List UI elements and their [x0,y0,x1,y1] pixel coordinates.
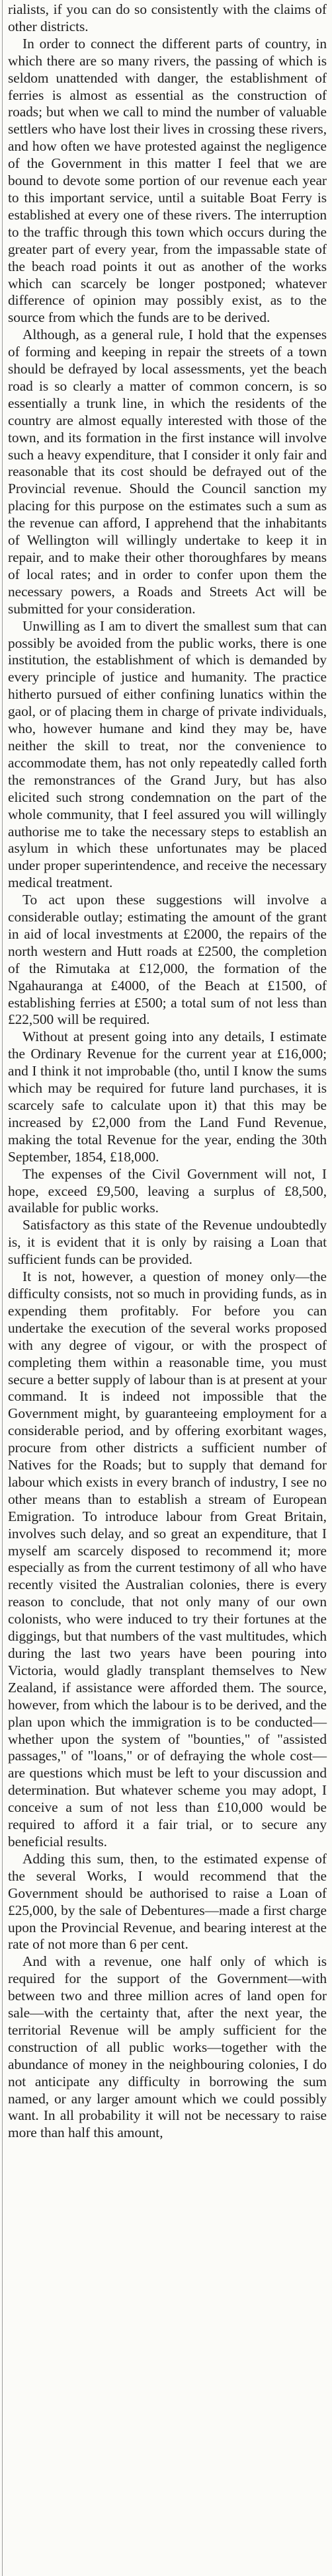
paragraph-civil-government: The expenses of the Civil Government will not, I hope, exceed £9,500, leaving a surplus of £8,500, available for public works. [8,1165,327,1216]
paragraph-labour: It is not, however, a question of money only—the difficulty consists, not so much in providing funds, as in expending them profitably. For before you can undertake the execution of the several works proposed with any degree of vigour, or with the prospect of completing them within a reasonable time, you must secure a better supply of labour than is at present at your command. It is indeed not impossible that the Government might, by guaranteeing employment for a considerable period, and by offering exorbitant wages, procure from other districts a sufficient number of Natives for the Roads; but to supply that demand for labour which exists in every branch of industry, I see no other means than to establish a stream of European Emigration. To introduce labour from Great Britain, involves such delay, and so great an expenditure, that I myself am scarcely disposed to recommend it; more especially as from the current testimony of all who have recently visited the Australian colonies, there is every reason to conclude, that not only many of our own colonists, who were induced to try their fortunes at the diggings, but that numbers of the vast multitudes, which during the last two years have been pouring into Victoria, would gladly transplant themselves to New Zealand, if assistance were afforded them. The source, however, from which the labour is to be derived, and the plan upon which the immigration is to be conducted—whether upon the system of "bounties," of "assisted passages," of "loans," or of defraying the whole cost—are questions which must be left to your discussion and determination. But whatever scheme you may adopt, I conceive a sum of not less than £10,000 would be required to afford it a fair trial, or to secure any beneficial results. [8,1268,327,1850]
paragraph-land-fund: And with a revenue, one half only of which is required for the support of the Government—with between two and three million acres of land open for sale—with the certainty that, after the next year, the territorial Revenue will be amply sufficient for the construction of all public works—together with the abundance of money in the neighbouring colonies, I do not anticipate any difficulty in borrowing the sum named, or any larger amount which we could possibly want. In all probability it will not be necessary to raise more than half this amount, [8,1953,327,2141]
paragraph-local-rates: Although, as a general rule, I hold that the expenses of forming and keeping in repair the streets of a town should be defrayed by local assessments, yet the beach road is so clearly a matter of common concern, is so essentially a trunk line, in which the residents of the country are almost equally interested with those of the town, and its formation in the first instance will involve such a heavy expenditure, that I consider it only fair and reasonable that its cost should be defrayed out of the Provincial revenue. Should the Council sanction my placing for this purpose on the estimates such a sum as the revenue can afford, I apprehend that the inhabitants of Wellington will willingly undertake to keep it in repair, and to make their other thoroughfares by means of local rates; and in order to confer upon them the necessary powers, a Roads and Streets Act will be submitted for your consideration. [8,327,327,617]
paragraph-loan: Satisfactory as this state of the Revenue undoubtedly is, it is evident that it is only by raising a Loan that sufficient funds can be provided. [8,1217,327,1268]
column-rule [2,0,3,2576]
text-column [8,1,327,2142]
paragraph-continuation: rialists, if you can do so consistently with the claims of other districts. [8,1,327,34]
paragraph-estimates: To act upon these suggestions will involve a considerable outlay; estimating the amount of the grant in aid of local investments at £2000, the repairs of the north western and Hutt roads at £2500, the completion of the Rimutaka at £12,000, the formation of the Ngahauranga at £4000, of the Beach at £1500, of establishing ferries at £500; a total sum of not less than £22,500 will be required. [8,892,327,1028]
paragraph-revenue: Without at present going into any details, I estimate the Ordinary Revenue for the current year at £16,000; and I think it not improbable (tho, until I know the sums which may be required for future land purchases, it is scarcely safe to calculate upon it) that this may be increased by £2,000 from the Land Fund Revenue, making the total Revenue for the year, ending the 30th September, 1854, £18,000. [8,1029,327,1165]
paragraph-ferries: In order to connect the different parts of country, in which there are so many rivers, the passing of which is seldom unattended with danger, the establishment of ferries is almost as essential as the construction of roads; but when we call to mind the number of valuable settlers who have lost their lives in crossing these rivers, and how often we have protested against the negligence of the Government in this matter I feel that we are bound to devote some portion of our revenue each year to this important service, until a suitable Boat Ferry is established at every one of these rivers. The interruption to the traffic through this town which occurs during the greater part of every year, from the impassable state of the beach road points it out as another of the works which can scarcely be longer postponed; whatever difference of opinion may possibly exist, as to the source from which the funds are to be derived. [8,35,327,326]
paragraph-debentures: Adding this sum, then, to the estimated expense of the several Works, I would recommend that the Government should be authorised to raise a Loan of £25,000, by the sale of Debentures—made a first charge upon the Provincial Revenue, and bearing interest at the rate of not more than 6 per cent. [8,1850,327,1953]
paragraph-lunatics: Unwilling as I am to divert the smallest sum that can possibly be avoided from the public works, there is one institution, the establishment of which is demanded by every principle of justice and humanity. The practice hitherto pursued of either confining lunatics within the gaol, or of placing them in charge of private individuals, who, however humane and kind they may be, have neither the skill to treat, nor the convenience to accommodate them, has not only repeatedly called forth the remonstrances of the Grand Jury, but has also elicited such strong condemnation on the part of the whole community, that I feel assured you will willingly authorise me to take the necessary steps to establish an asylum in which these unfortunates may be placed under proper superintendence, and receive the necessary medical treatment. [8,617,327,891]
